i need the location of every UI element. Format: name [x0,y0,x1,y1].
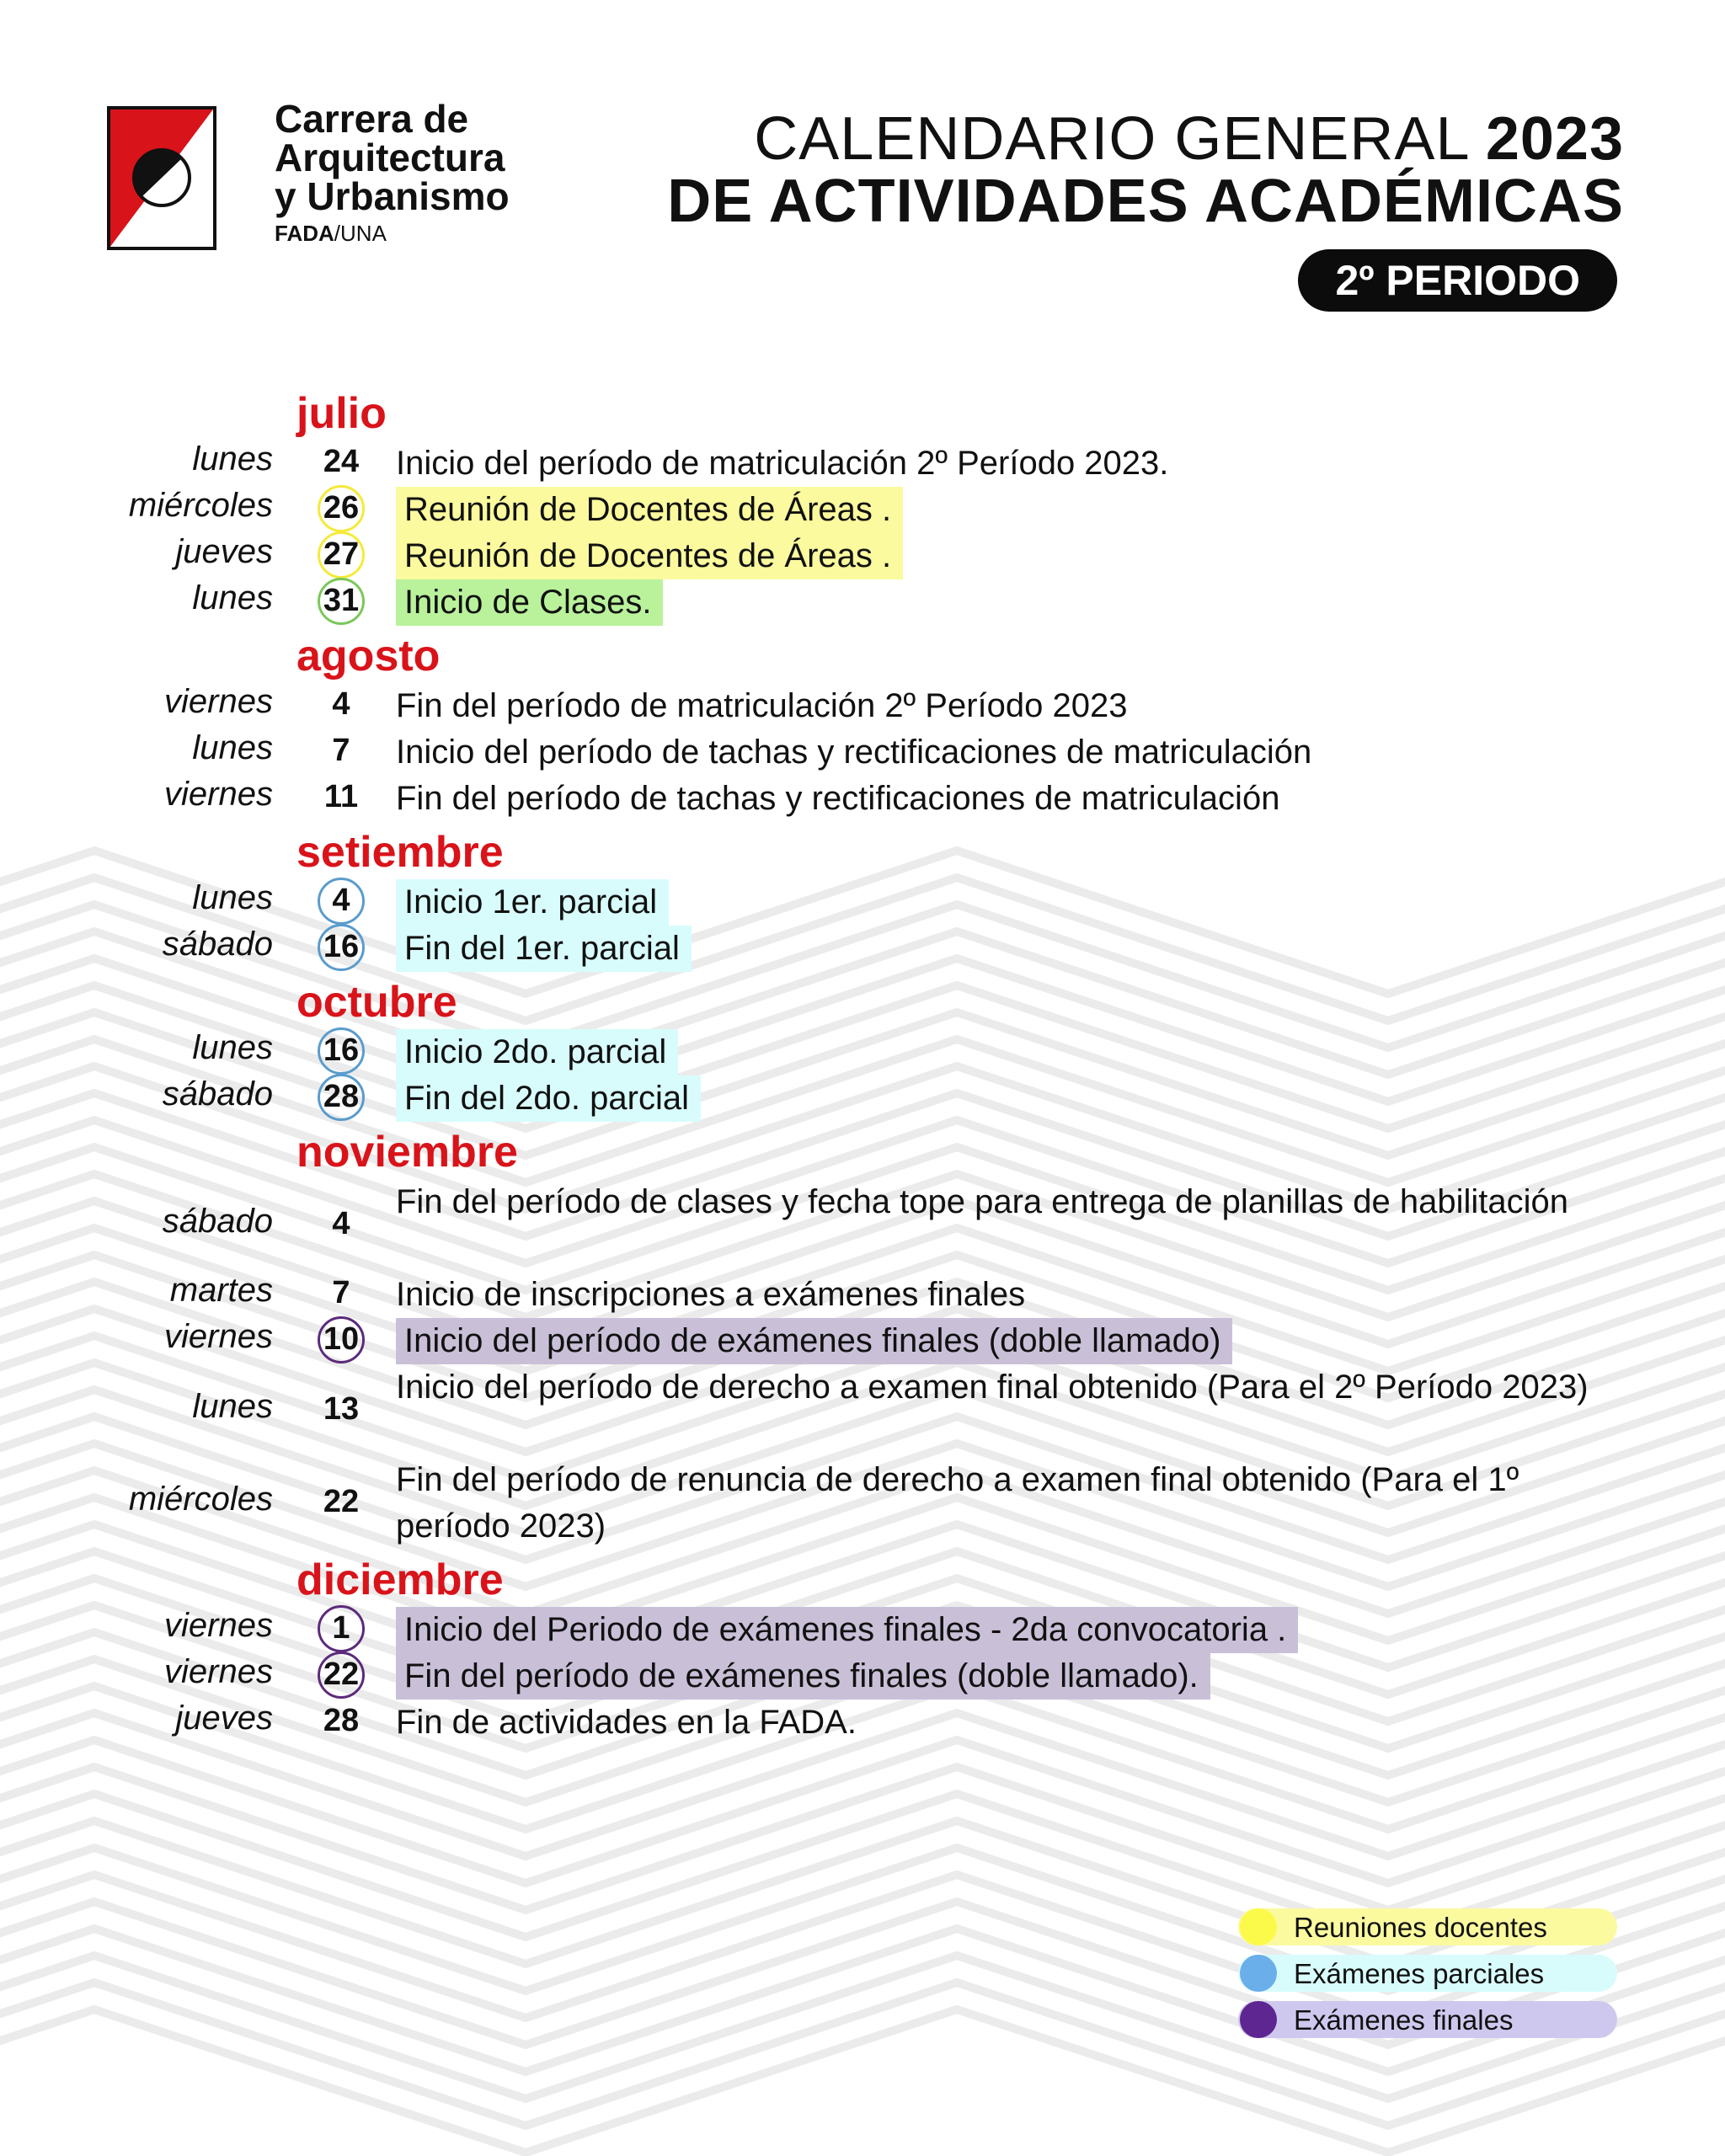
month-name: noviembre [296,1128,518,1177]
weekday-label: jueves [175,533,273,570]
event-description: Reunión de Docentes de Áreas . [396,487,903,533]
weekday-label: miércoles [128,487,273,524]
event-description: Fin del período de tachas y rectificaciones de matriculación [396,780,1280,817]
carrera-logo [107,106,216,250]
event-description: Inicio 2do. parcial [396,1029,678,1075]
month-name: diciembre [296,1556,504,1604]
calendar-list [0,383,1725,1746]
month-name: julio [296,389,387,438]
calendar-row [0,487,1725,533]
day-number: 1 [332,1610,350,1646]
legend-item [1238,2001,1617,2038]
day-number: 31 [323,583,360,618]
event-cell [396,1364,1600,1411]
event-description: Fin del período de clases y fecha tope para entrega de planillas de habilitación [396,1183,1569,1220]
event-description: Fin del 2do. parcial [396,1075,701,1122]
background-chevron-line [0,1740,1725,1883]
month-heading [0,1550,1725,1607]
event-cell [396,776,1279,822]
weekday-label: lunes [192,1387,273,1425]
calendar-row [0,1364,1725,1457]
calendar-row [0,533,1725,579]
event-cell [396,1700,857,1746]
legend [1238,1908,1617,2047]
legend-dot-icon [1240,1908,1277,1945]
weekday-label: lunes [192,579,273,616]
brand-separator: / [334,221,341,246]
day-number: 4 [332,883,350,918]
calendar-row [0,879,1725,926]
brand-una: UNA [340,221,387,246]
month-name: octubre [296,978,457,1027]
calendar-row [0,776,1725,822]
title-text: CALENDARIO GENERAL [754,105,1468,173]
event-cell [396,683,1127,729]
weekday-label: miércoles [128,1480,273,1518]
calendar-row [0,1029,1725,1075]
calendar-row [0,579,1725,626]
title-line-1 [667,105,1624,173]
month-heading [0,822,1725,879]
event-description: Inicio de inscripciones a exámenes finales [396,1276,1026,1313]
weekday-label: lunes [192,440,273,478]
weekday-label: sábado [162,1202,273,1240]
calendar-row [0,440,1725,487]
event-description: Fin del período de renuncia de derecho a examen final obtenido (Para el 1º período 2023) [396,1461,1519,1545]
weekday-label: martes [169,1272,273,1309]
legend-dot-icon [1240,2001,1277,2038]
brand-line: Arquitectura [275,136,505,179]
weekday-label: sábado [162,1075,273,1113]
brand-fada: FADA [275,221,334,246]
weekday-label: lunes [192,879,273,916]
weekday-label: viernes [164,1607,273,1644]
background-chevron-line [0,1767,1725,1910]
brand-line: y Urbanismo [275,174,510,218]
event-description: Inicio del período de exámenes finales (doble llamado) [396,1318,1232,1364]
weekday-label: lunes [192,1029,273,1066]
event-cell [396,1457,1600,1550]
event-description: Fin del período de exámenes finales (doble llamado). [396,1653,1210,1700]
day-number: 16 [323,1033,360,1068]
weekday-label: viernes [164,1653,273,1690]
weekday-label: jueves [175,1700,273,1737]
event-description: Fin del 1er. parcial [396,926,692,972]
weekday-label: viernes [164,776,273,813]
day-number: 24 [323,444,360,479]
day-number: 22 [323,1657,360,1692]
event-description: Inicio del período de tachas y rectificaciones de matriculación [396,734,1312,771]
event-description: Fin del período de matriculación 2º Período 2023 [396,687,1128,724]
day-number: 22 [323,1483,360,1519]
month-heading [0,626,1725,683]
day-number: 27 [323,536,360,572]
calendar-row [0,1457,1725,1550]
calendar-row [0,1075,1725,1122]
month-name: agosto [296,632,441,680]
brand-name [275,99,510,246]
day-number: 4 [332,686,350,722]
event-description: Inicio 1er. parcial [396,879,669,926]
legend-label: Exámenes parciales [1294,1958,1545,1989]
event-description: Inicio del período de derecho a examen final obtenido (Para el 2º Período 2023) [396,1369,1589,1406]
event-cell [396,1029,678,1075]
event-cell [396,440,1168,487]
calendar-row [0,1700,1725,1746]
day-number: 26 [323,490,360,526]
calendar-row [0,1653,1725,1700]
event-cell [396,1179,1600,1225]
weekday-label: viernes [164,683,273,720]
event-description: Fin de actividades en la FADA. [396,1704,857,1741]
legend-dot-icon [1240,1955,1277,1992]
weekday-label: viernes [164,1318,273,1355]
calendar-row [0,926,1725,972]
event-cell [396,579,663,626]
legend-label: Exámenes finales [1294,2004,1514,2036]
legend-item [1238,1908,1617,1945]
event-cell [396,533,903,579]
month-heading [0,972,1725,1029]
title-line-2: DE ACTIVIDADES ACADÉMICAS [667,168,1624,235]
calendar-row [0,1607,1725,1653]
event-description: Inicio de Clases. [396,579,663,626]
legend-item [1238,1955,1617,1992]
day-number: 16 [323,929,360,964]
period-badge: 2º PERIODO [1298,249,1617,312]
event-cell [396,487,903,533]
event-cell [396,1075,701,1122]
month-heading [0,1122,1725,1179]
event-description: Inicio del período de matriculación 2º Período 2023. [396,445,1169,482]
day-number: 4 [332,1205,350,1241]
event-cell [396,1653,1210,1700]
brand-line: Carrera de [275,97,469,141]
event-cell [396,1318,1232,1364]
day-number: 11 [323,779,359,814]
month-heading [0,383,1725,440]
calendar-row [0,1272,1725,1318]
event-cell [396,1607,1298,1653]
title-year: 2023 [1485,105,1624,173]
event-cell [396,926,692,972]
page-title [667,105,1624,235]
day-number: 28 [323,1079,360,1114]
day-number: 10 [323,1321,360,1357]
weekday-label: sábado [162,926,273,963]
calendar-row [0,1318,1725,1364]
event-cell [396,729,1311,776]
calendar-row [0,729,1725,776]
day-number: 28 [323,1703,360,1738]
calendar-row [0,1179,1725,1272]
event-description: Reunión de Docentes de Áreas . [396,533,903,579]
calendar-row [0,683,1725,729]
legend-label: Reuniones docentes [1294,1912,1547,1943]
day-number: 7 [332,733,350,768]
weekday-label: lunes [192,729,273,766]
event-cell [396,879,669,926]
event-cell [396,1272,1025,1318]
day-number: 7 [332,1275,350,1310]
day-number: 13 [323,1390,360,1427]
brand-institution [275,221,510,246]
month-name: setiembre [296,828,504,877]
event-description: Inicio del Periodo de exámenes finales - 2da convocatoria . [396,1607,1298,1653]
